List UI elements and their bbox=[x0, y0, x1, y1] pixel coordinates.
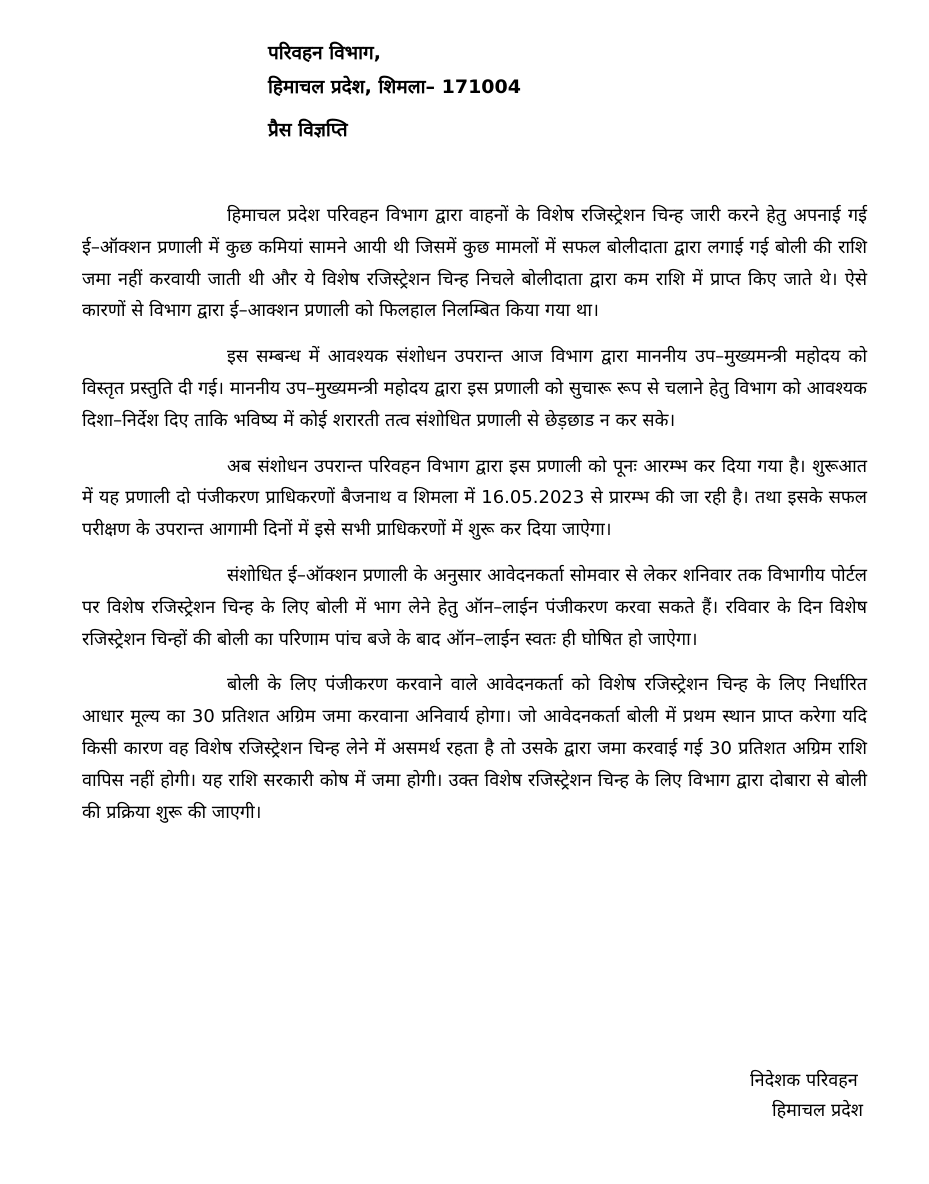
paragraph-2: इस सम्बन्ध में आवश्यक संशोधन उपरान्त आज विभाग द्वारा माननीय उप–मुख्यमन्त्री महोदय को विस्तृत प्रस्तुति दी गई। माननीय उप–मुख्यमन्त्री महोदय द्वारा इस प्रणाली को सुचारू रूप से चलाने हेतु विभाग को आवश्यक दिशा–निर्देश दिए ताकि भविष्य में कोई शरारती तत्व संशोधित प्रणाली से छेड़छाड न कर सके। bbox=[82, 346, 867, 431]
signatory-title: निदेशक परिवहन bbox=[749, 1070, 858, 1091]
department-header bbox=[268, 36, 521, 104]
paragraph-3: अब संशोधन उपरान्त परिवहन विभाग द्वारा इस प्रणाली को पूनः आरम्भ कर दिया गया है। शुरूआत में यह प्रणाली दो पंजीकरण प्राधिकरणों बैजनाथ व शिमला में 16.05.2023 से प्रारम्भ की जा रही है। तथा इसके सफल परीक्षण के उपरान्त आगामी दिनों में इसे सभी प्राधिकरणों में शुरू कर दिया जाऐगा। bbox=[82, 455, 867, 541]
signature-block bbox=[750, 1066, 863, 1126]
document-title: प्रैस विज्ञप्ति bbox=[268, 119, 348, 141]
header-address: हिमाचल प्रदेश, शिमला– 171004 bbox=[268, 76, 521, 98]
signatory-state: हिमाचल प्रदेश bbox=[771, 1100, 863, 1121]
paragraph-1: हिमाचल प्रदेश परिवहन विभाग द्वारा वाहनों के विशेष रजिस्ट्रेशन चिन्ह जारी करने हेतु अपनाई गई ई–ऑक्शन प्रणाली में कुछ कमियां सामने आयी थी जिसमें कुछ मामलों में सफल बोलीदाता द्वारा लगाई गई बोली की राशि जमा नहीं करवायी जाती थी और ये विशेष रजिस्ट्रेशन चिन्ह निचले बोलीदाता द्वारा कम राशि में प्राप्त किए जाते थे। ऐसे कारणों से विभाग द्वारा ई–आक्शन प्रणाली को फिलहाल निलम्बित किया गया था। bbox=[82, 205, 867, 322]
document-body bbox=[82, 200, 867, 842]
header-department-name: परिवहन विभाग, bbox=[268, 42, 381, 64]
paragraph-4: संशोधित ई–ऑक्शन प्रणाली के अनुसार आवेदनकर्ता सोमवार से लेकर शनिवार तक विभागीय पोर्टल पर विशेष रजिस्ट्रेशन चिन्ह के लिए बोली में भाग लेने हेतु ऑन–लाईन पंजीकरण करवा सकते हैं। रविवार के दिन विशेष रजिस्ट्रेशन चिन्हों की बोली का परिणाम पांच बजे के बाद ऑन–लाईन स्वतः ही घोषित हो जाऐगा। bbox=[82, 564, 867, 650]
paragraph-5: बोली के लिए पंजीकरण करवाने वाले आवेदनकर्ता को विशेष रजिस्ट्रेशन चिन्ह के लिए निर्धारित आधार मूल्य का 30 प्रतिशत अग्रिम जमा करवाना अनिवार्य होगा। जो आवेदनकर्ता बोली में प्रथम स्थान प्राप्त करेगा यदि किसी कारण वह विशेष रजिस्ट्रेशन चिन्ह लेने में असमर्थ रहता है तो उसके द्वारा जमा करवाई गई 30 प्रतिशत अग्रिम राशि वापिस नहीं होगी। यह राशि सरकारी कोष में जमा होगी। उक्त विशेष रजिस्ट्रेशन चिन्ह के लिए विभाग द्वारा दोबारा से बोली की प्रक्रिया शुरू की जाएगी। bbox=[82, 674, 867, 823]
